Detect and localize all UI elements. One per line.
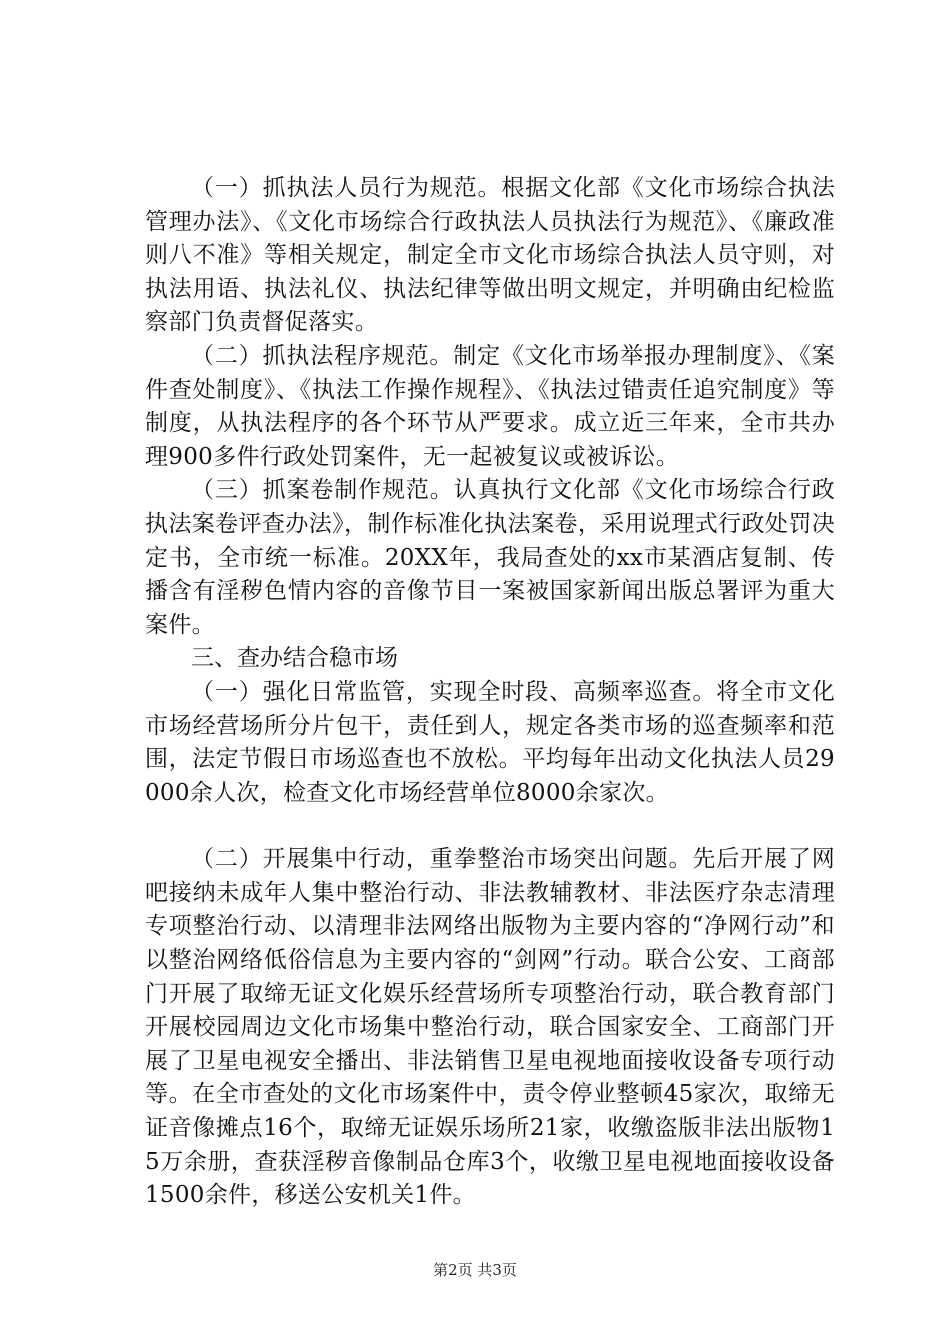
page-number-footer: 第2页 共3页 (433, 1261, 517, 1279)
paragraph-daily-supervision: （一）强化日常监管，实现全时段、高频率巡查。将全市文化市场经营场所分片包干，责任到人，规定各类市场的巡查频率和范围，法定节假日市场巡查也不放松。平均每年出动文化执法人员29000余人次，检查文化市场经营单位8000余家次。 (145, 678, 835, 806)
paragraph-spacer (145, 810, 835, 843)
section-heading: 三、查办结合稳市场 (191, 645, 398, 672)
paragraph-procedure-standards: （二）抓执法程序规范。制定《文化市场举报办理制度》、《案件查处制度》、《执法工作操作规程》、《执法过错责任追究制度》等制度，从执法程序的各个环节从严要求。成立近三年来，全市共办理900多件行政处罚案件，无一起被复议或被诉讼。 (145, 342, 835, 470)
paragraph-concentrated-actions: （二）开展集中行动，重拳整治市场突出问题。先后开展了网吧接纳未成年人集中整治行动、非法教辅教材、非法医疗杂志清理专项整治行动、以清理非法网络出版物为主要内容的“净网行动”和以整治网络低俗信息为主要内容的“剑网”行动。联合公安、工商部门开展了取缔无证文化娱乐经营场所专项整治行动，联合教育部门开展校园周边文化市场集中整治行动，联合国家安全、工商部门开展了卫星电视安全播出、非法销售卫星电视地面接收设备专项行动等。在全市查处的文化市场案件中，责令停业整顿45家次，取缔无证音像摊点16个，取缔无证娱乐场所21家，收缴盗版非法出版物15万余册，查获淫秽音像制品仓库3个，收缴卫星电视地面接收设备1500余件，移送公安机关1件。 (145, 846, 835, 1209)
document-body (145, 172, 835, 1213)
paragraph-conduct-standards: （一）抓执法人员行为规范。根据文化部《文化市场综合执法管理办法》、《文化市场综合行政执法人员执法行为规范》、《廉政准则八不准》等相关规定，制定全市文化市场综合执法人员守则，对执法用语、执法礼仪、执法纪律等做出明文规定，并明确由纪检监察部门负责督促落实。 (145, 175, 835, 336)
paragraph-case-file-standards: （三）抓案卷制作规范。认真执行文化部《文化市场综合行政执法案卷评查办法》，制作标准化执法案卷，采用说理式行政处罚决定书，全市统一标准。20XX年，我局查处的xx市某酒店复制、传播含有淫秽色情内容的音像节目一案被国家新闻出版总署评为重大案件。 (145, 477, 835, 638)
